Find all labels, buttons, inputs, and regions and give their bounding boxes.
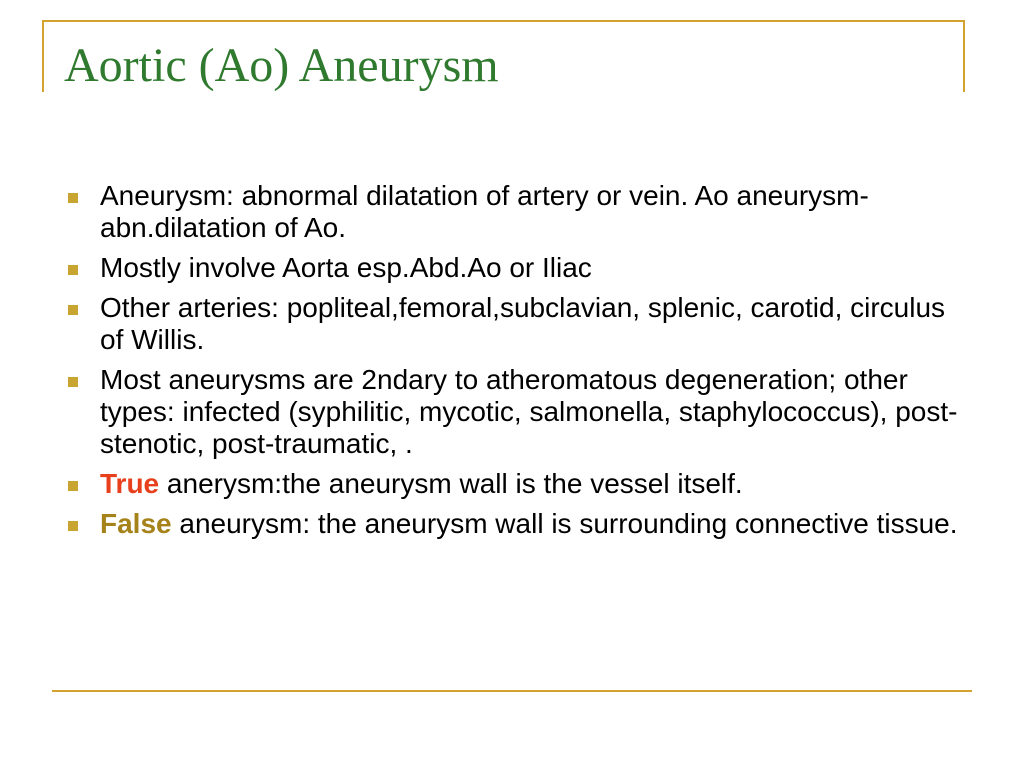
- square-bullet-icon: [68, 265, 78, 275]
- bullet-list: [60, 180, 960, 548]
- bullet-item: [60, 364, 960, 460]
- true-keyword: True: [100, 468, 160, 499]
- bullet-text: Aneurysm: abnormal dilatation of artery or vein. Ao aneurysm- abn.dilatation of Ao.: [100, 180, 869, 243]
- title-frame-left-line: [42, 20, 44, 92]
- bullet-item: [60, 468, 960, 500]
- bullet-text: Other arteries: popliteal,femoral,subclavian, splenic, carotid, circulus of Willis.: [100, 292, 946, 355]
- footer-divider: [52, 690, 972, 692]
- square-bullet-icon: [68, 193, 78, 203]
- square-bullet-icon: [68, 377, 78, 387]
- bullet-item: [60, 508, 960, 540]
- title-frame-right-line: [963, 20, 965, 92]
- bullet-item: [60, 252, 960, 284]
- bullet-text: Mostly involve Aorta esp.Abd.Ao or Iliac: [100, 252, 592, 283]
- bullet-text: Most aneurysms are 2ndary to atheromatous degeneration; other types: infected (syphilitic, mycotic, salmonella, staphylococcus), post-stenotic, post-traumatic, .: [100, 364, 958, 459]
- bullet-item: [60, 292, 960, 356]
- slide-title: Aortic (Ao) Aneurysm: [64, 39, 499, 92]
- false-keyword: False: [100, 508, 172, 539]
- square-bullet-icon: [68, 305, 78, 315]
- square-bullet-icon: [68, 481, 78, 491]
- bullet-item: [60, 180, 960, 244]
- bullet-text: anerysm:the aneurysm wall is the vessel itself.: [159, 468, 743, 499]
- bullet-text: aneurysm: the aneurysm wall is surrounding connective tissue.: [171, 508, 958, 539]
- title-frame-top-line: [42, 20, 964, 22]
- square-bullet-icon: [68, 521, 78, 531]
